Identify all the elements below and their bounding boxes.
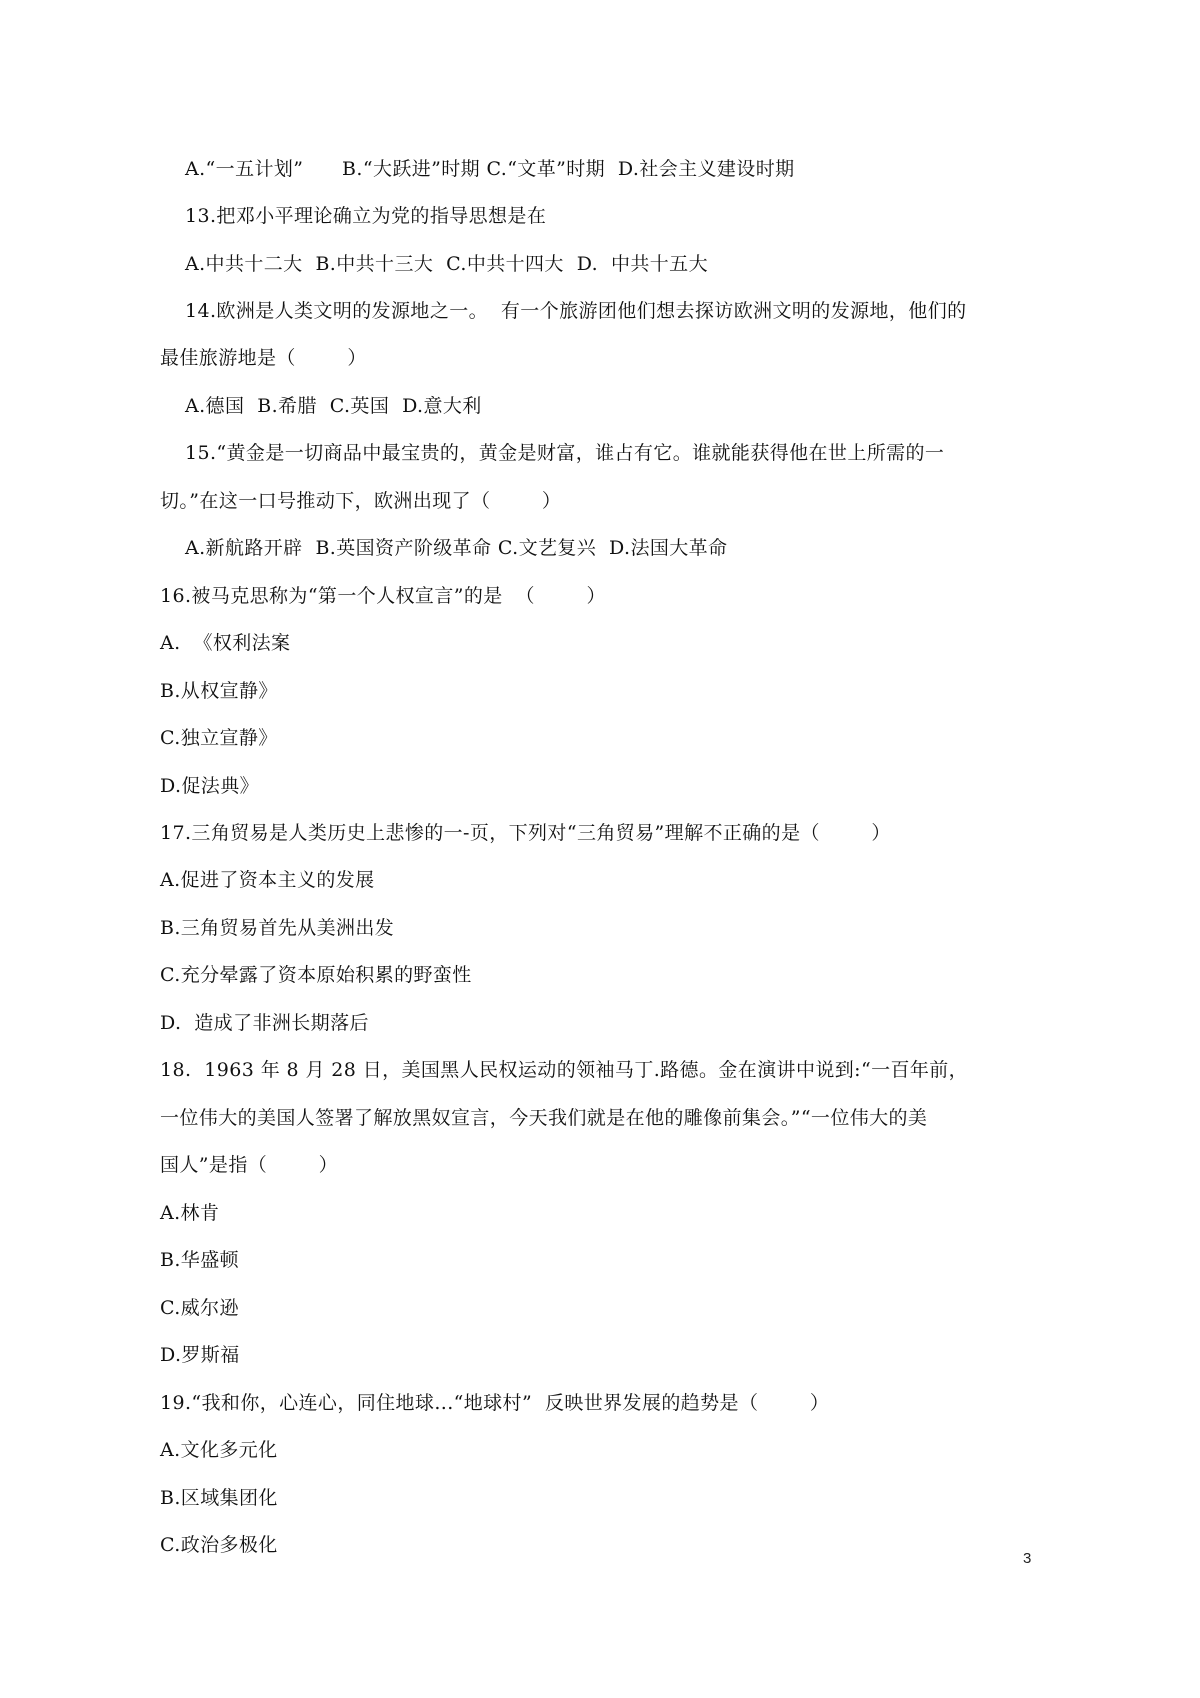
q13-stem: 13.把邓小平理论确立为党的指导思想是在 (185, 205, 547, 227)
q15-options: A.新航路开辟 B.英国资产阶级革命 C.文艺复兴 D.法国大革命 (185, 537, 728, 559)
q17-option-d: D. 造成了非洲长期落后 (160, 1012, 369, 1034)
q14-stem-line-2: 最佳旅游地是（ ） (160, 347, 367, 369)
q17-option-b: B.三角贸易首先从美洲出发 (160, 917, 395, 939)
q16-option-a: A. 《权利法案 (160, 632, 291, 654)
q19-option-b: B.区域集团化 (160, 1487, 278, 1509)
q12-options: A.“一五计划” B.“大跃进”时期 C.“文革”时期 D.社会主义建设时期 (185, 158, 795, 180)
q14-options: A.德国 B.希腊 C.英国 D.意大利 (185, 395, 482, 417)
q18-stem-line-2: 一位伟大的美国人签署了解放黑奴宣言，今天我们就是在他的雕像前集会。”“一位伟大的美 (160, 1107, 928, 1129)
q15-stem-line-1: 15.“黄金是一切商品中最宝贵的，黄金是财富，谁占有它。谁就能获得他在世上所需的一 (185, 442, 945, 464)
q16-option-b: B.从权宣静》 (160, 680, 278, 702)
q19-stem: 19.“我和你，心连心，同住地球...“地球村” 反映世界发展的趋势是（ ） (160, 1392, 830, 1414)
q19-option-a: A.文化多元化 (160, 1439, 278, 1461)
q18-option-b: B.华盛顿 (160, 1249, 240, 1271)
q16-option-c: C.独立宣静》 (160, 727, 278, 749)
q17-stem: 17.三角贸易是人类历史上悲惨的一-页，下列对“三角贸易”理解不正确的是（ ） (160, 822, 891, 844)
q18-stem-line-1: 18. 1963 年 8 月 28 日，美国黑人民权运动的领袖马丁.路德。金在演讲中说到:“一百年前， (160, 1059, 969, 1081)
q16-stem: 16.被马克思称为“第一个人权宣言”的是 （ ） (160, 585, 606, 607)
q17-option-c: C.充分晕露了资本原始积累的野蛮性 (160, 964, 472, 986)
q18-option-d: D.罗斯福 (160, 1344, 240, 1366)
q16-option-d: D.促法典》 (160, 775, 259, 797)
q17-option-a: A.促进了资本主义的发展 (160, 869, 375, 891)
q18-stem-line-3: 国人”是指（ ） (160, 1154, 339, 1176)
q13-options: A.中共十二大 B.中共十三大 C.中共十四大 D. 中共十五大 (185, 253, 708, 275)
q15-stem-line-2: 切。”在这一口号推动下，欧洲出现了（ ） (160, 490, 562, 512)
q19-option-c: C.政治多极化 (160, 1534, 278, 1556)
page-number: 3 (1023, 1550, 1032, 1567)
q18-option-c: C.威尔逊 (160, 1297, 239, 1319)
q14-stem-line-1: 14.欧洲是人类文明的发源地之一。 有一个旅游团他们想去探访欧洲文明的发源地，他们的 (185, 300, 967, 322)
q18-option-a: A.林肯 (160, 1202, 220, 1224)
